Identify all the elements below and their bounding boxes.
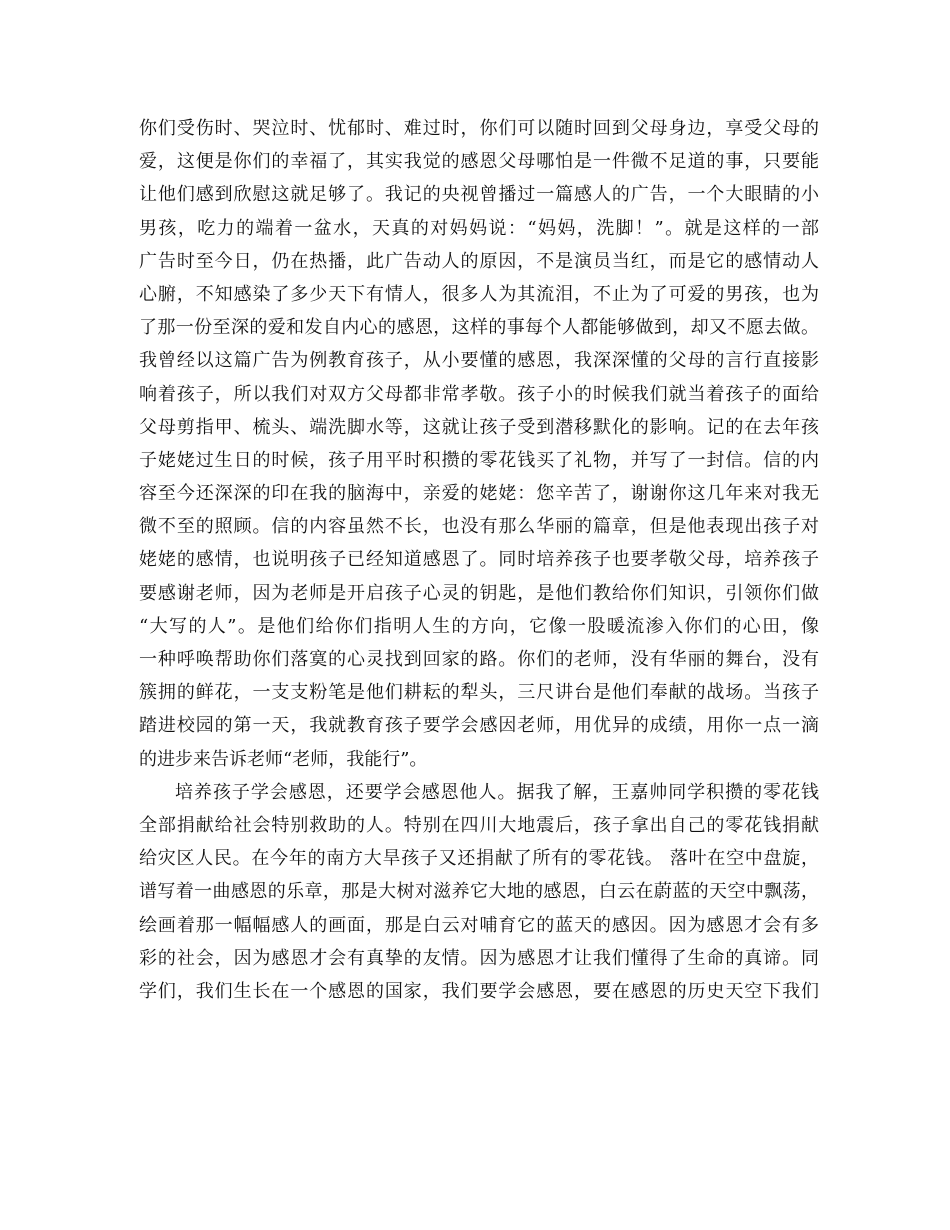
- text-line: 绘画着那一幅幅感人的画面，那是白云对哺育它的蓝天的感因。因为感恩才会有多: [139, 914, 819, 936]
- text-line: 爱，这便是你们的幸福了，其实我觉的感恩父母哪怕是一件微不足道的事，只要能: [139, 151, 819, 173]
- text-line: 微不至的照顾。信的内容虽然不长，也没有那么华丽的篇章，但是他表现出孩子对: [139, 516, 819, 538]
- text-line: 你们受伤时、哭泣时、忧郁时、难过时，你们可以随时回到父母身边，享受父母的: [139, 118, 819, 139]
- text-line: 响着孩子，所以我们对双方父母都非常孝敬。孩子小的时候我们就当着孩子的面给: [139, 383, 819, 405]
- body-text: [139, 112, 819, 1008]
- text-line: 心腑，不知感染了多少天下有情人，很多人为其流泪，不止为了可爱的男孩，也为: [139, 283, 819, 305]
- paragraph-1: [139, 112, 819, 776]
- text-line: 簇拥的鲜花，一支支粉笔是他们耕耘的犁头，三尺讲台是他们奉献的战场。当孩子: [139, 682, 819, 704]
- text-line: 子姥姥过生日的时候，孩子用平时积攒的零花钱买了礼物，并写了一封信。信的内: [139, 449, 819, 471]
- text-line: 要感谢老师，因为老师是开启孩子心灵的钥匙，是他们教给你们知识，引领你们做: [139, 582, 819, 604]
- text-line: 容至今还深深的印在我的脑海中，亲爱的姥姥：您辛苦了，谢谢你这几年来对我无: [139, 483, 819, 505]
- text-line: 让他们感到欣慰这就足够了。我记的央视曾播过一篇感人的广告，一个大眼睛的小: [139, 184, 819, 206]
- text-line: 了那一份至深的爱和发自内心的感恩，这样的事每个人都能够做到，却又不愿去做。: [139, 317, 819, 339]
- text-line: “大写的人”。是他们给你们指明人生的方向，它像一股暖流渗入你们的心田，像: [139, 615, 819, 637]
- paragraph-2: [139, 776, 819, 1008]
- text-line: 给灾区人民。在今年的南方大旱孩子又还捐献了所有的零花钱。 落叶在空中盘旋，: [139, 848, 819, 870]
- text-line: 一种呼唤帮助你们落寞的心灵找到回家的路。你们的老师，没有华丽的舞台，没有: [139, 649, 819, 670]
- text-line: 学们，我们生长在一个感恩的国家，我们要学会感恩，要在感恩的历史天空下我们: [139, 980, 819, 1002]
- text-line: 姥姥的感情，也说明孩子已经知道感恩了。同时培养孩子也要孝敬父母，培养孩子: [139, 549, 819, 571]
- text-line: 的进步来告诉老师“老师，我能行”。: [139, 748, 428, 770]
- text-line: 踏进校园的第一天，我就教育孩子要学会感因老师，用优异的成绩，用你一点一滴: [139, 715, 819, 737]
- text-line: 全部捐献给社会特别救助的人。特别在四川大地震后，孩子拿出自己的零花钱捐献: [139, 814, 819, 836]
- text-line: 男孩，吃力的端着一盆水，天真的对妈妈说：“妈妈，洗脚！”。就是这样的一部: [139, 217, 819, 239]
- text-line: 广告时至今日，仍在热播，此广告动人的原因，不是演员当红，而是它的感情动人: [139, 250, 819, 272]
- text-line: 谱写着一曲感恩的乐章，那是大树对滋养它大地的感恩，白云在蔚蓝的天空中飘荡，: [139, 881, 819, 903]
- text-line: 彩的社会，因为感恩才会有真挚的友情。因为感恩才让我们懂得了生命的真谛。同: [139, 947, 819, 969]
- text-line: 培养孩子学会感恩，还要学会感恩他人。据我了解，王嘉帅同学积攒的零花钱: [175, 781, 819, 803]
- text-line: 父母剪指甲、梳头、端洗脚水等，这就让孩子受到潜移默化的影响。记的在去年孩: [139, 416, 819, 438]
- text-line: 我曾经以这篇广告为例教育孩子，从小要懂的感恩，我深深懂的父母的言行直接影: [139, 350, 819, 372]
